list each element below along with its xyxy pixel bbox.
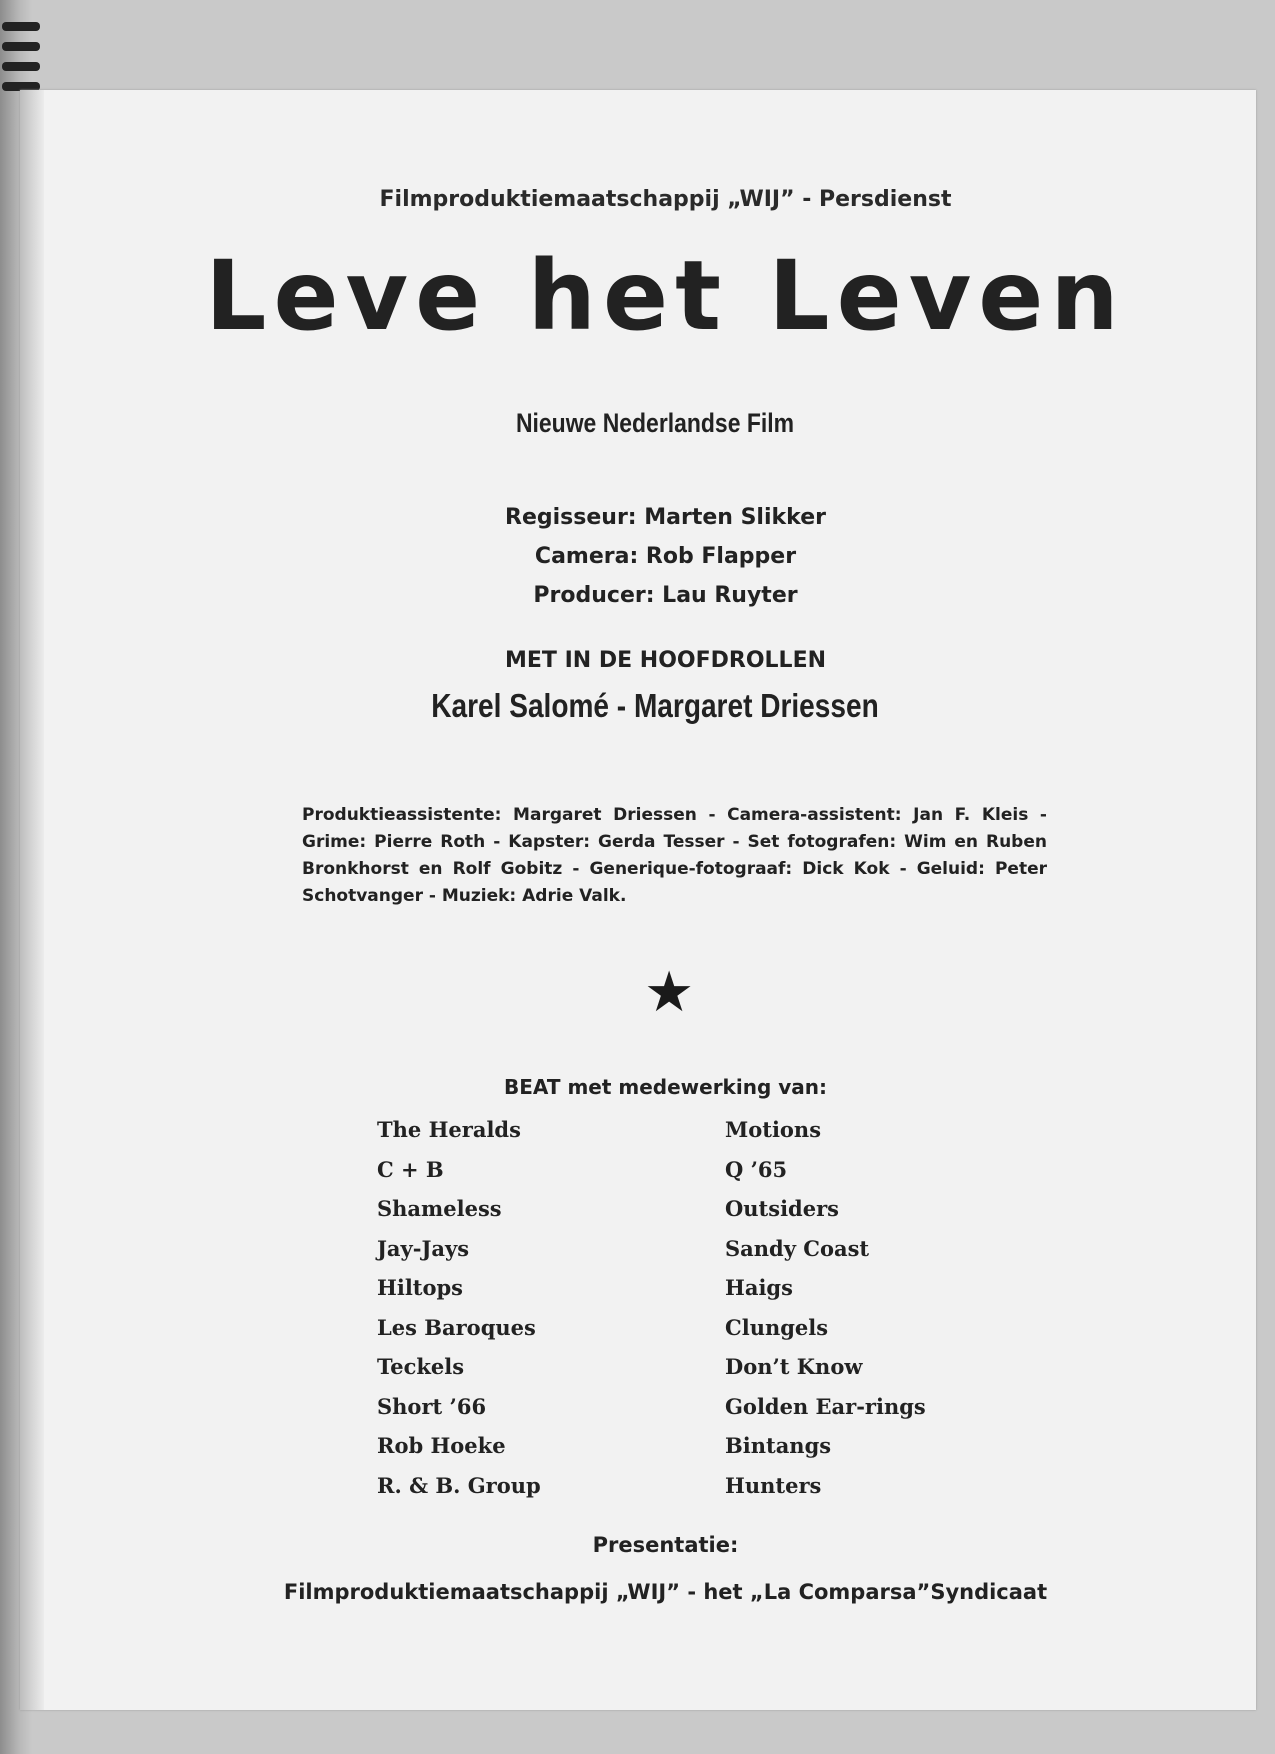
band-name: Hunters [725, 1472, 822, 1498]
band-name: Hiltops [377, 1275, 464, 1300]
film-title: Leve het Leven [205, 240, 1126, 352]
bands-right-column [725, 1110, 926, 1505]
band-name: Teckels [377, 1354, 465, 1379]
band-name: Rob Hoeke [377, 1433, 506, 1458]
band-name: Sandy Coast [725, 1235, 870, 1261]
press-header: Filmproduktiemaatschappij „WIJ” - Persdienst [379, 187, 952, 212]
binder-ring [2, 22, 40, 31]
credit-camera: Camera: Rob Flapper [534, 544, 797, 569]
film-subtitle: Nieuwe Nederlandse Film [515, 408, 795, 438]
binder-ring [2, 62, 40, 71]
bands-left-column [377, 1110, 541, 1505]
band-name: C + B [377, 1156, 444, 1182]
leading-roles-heading: MET IN DE HOOFDROLLEN [504, 648, 827, 673]
band-name: R. & B. Group [377, 1472, 541, 1498]
band-name: Don’t Know [725, 1354, 863, 1379]
band-name: Motions [725, 1117, 822, 1142]
credit-director: Regisseur: Marten Slikker [505, 505, 826, 530]
band-name: Q ’65 [725, 1156, 788, 1182]
presentation-text: Filmproduktiemaatschappij „WIJ” - het „La Comparsa”Syndicaat [283, 1580, 1048, 1604]
band-name: Haigs [725, 1275, 793, 1300]
band-name: Jay-Jays [377, 1235, 470, 1261]
band-name: Les Baroques [377, 1314, 536, 1340]
document-page [20, 90, 1256, 1710]
band-name: The Heralds [377, 1117, 521, 1142]
band-name: Clungels [725, 1314, 829, 1340]
crew-credits: Produktieassistente: Margaret Driessen - Camera-assistent: Jan F. Kleis - Grime: Pierre Roth - Kapster: Gerda Tesser - Set fotografen: Wim en Ruben Bronkhorst en Rolf Gobitz - Generique-fotograaf: Dick Kok - Geluid: Peter Schotvanger - Muziek: Adrie Valk. [302, 805, 1047, 906]
presentation-label: Presentatie: [592, 1533, 739, 1557]
band-name: Outsiders [725, 1196, 839, 1221]
credits-block [20, 498, 1256, 615]
band-name: Bintangs [725, 1433, 832, 1458]
credit-producer: Producer: Lau Ruyter [533, 583, 798, 608]
band-name: Golden Ear-rings [725, 1393, 926, 1419]
band-name: Short ’66 [377, 1393, 487, 1419]
band-name: Shameless [377, 1196, 502, 1221]
binder-ring [2, 42, 40, 51]
leading-roles: Karel Salomé - Margaret Driessen [431, 687, 879, 724]
beat-heading: BEAT met medewerking van: [504, 1075, 827, 1099]
star-icon: ★ [644, 960, 695, 1025]
